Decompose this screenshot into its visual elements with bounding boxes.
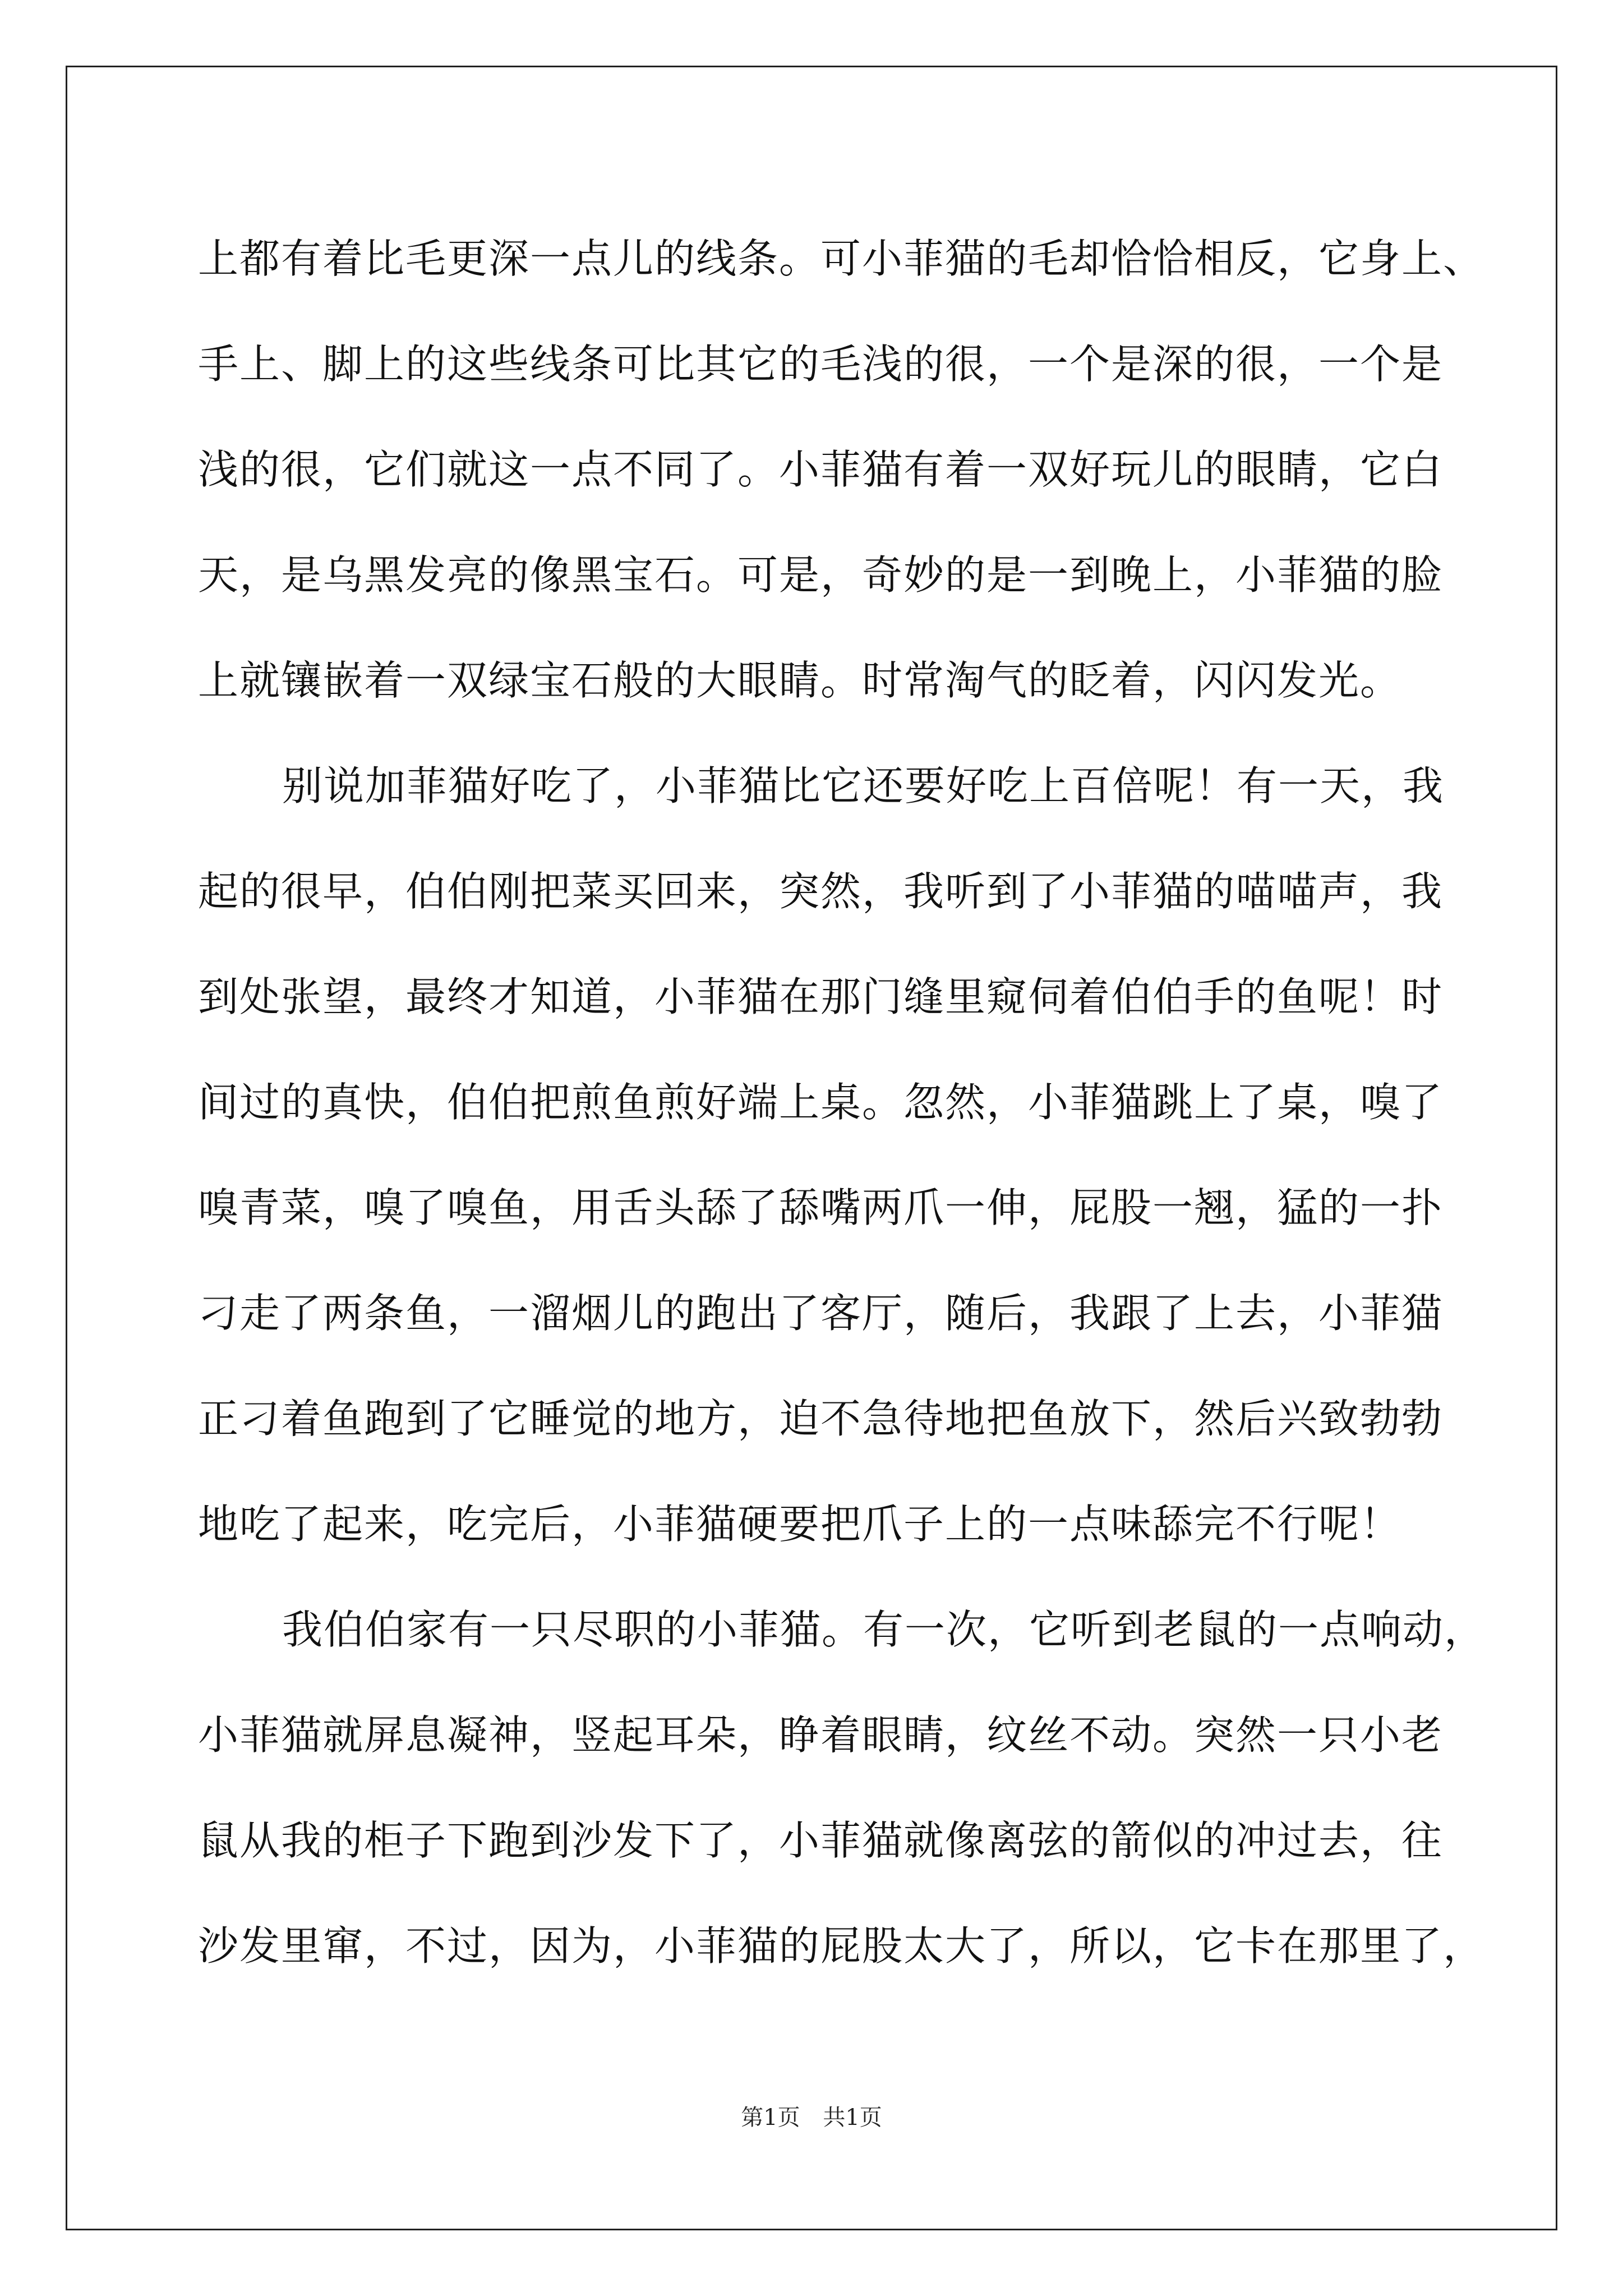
text-line: 小菲猫就屏息凝神，竖起耳朵，睁着眼睛，纹丝不动。突然一只小老 — [198, 1711, 1444, 1759]
text-line: 我伯伯家有一只尽职的小菲猫。有一次，它听到老鼠的一点响动， — [282, 1606, 1486, 1653]
text-line: 手上、脚上的这些线条可比其它的毛浅的很，一个是深的很，一个是 — [198, 341, 1444, 388]
text-line: 上都有着比毛更深一点儿的线条。可小菲猫的毛却恰恰相反，它身上、 — [198, 235, 1485, 282]
text-line: 嗅青菜，嗅了嗅鱼，用舌头舔了舔嘴两爪一伸，屁股一翘，猛的一扑 — [198, 1184, 1444, 1231]
text-line: 到处张望，最终才知道，小菲猫在那门缝里窥伺着伯伯手的鱼呢！时 — [198, 973, 1444, 1020]
text-line: 天，是乌黑发亮的像黑宝石。可是，奇妙的是一到晚上，小菲猫的脸 — [198, 551, 1444, 599]
document-body — [198, 206, 1486, 1999]
page-total: 共1页 — [823, 2105, 882, 2131]
text-line: 间过的真快，伯伯把煎鱼煎好端上桌。忽然，小菲猫跳上了桌，嗅了 — [198, 1079, 1444, 1126]
text-line: 正刁着鱼跑到了它睡觉的地方，迫不急待地把鱼放下，然后兴致勃勃 — [198, 1395, 1444, 1442]
page-number: 第1页 — [741, 2105, 800, 2131]
text-line: 上就镶嵌着一双绿宝石般的大眼睛。时常淘气的眨着，闪闪发光。 — [198, 657, 1402, 704]
page-footer — [0, 2101, 1623, 2134]
text-line: 刁走了两条鱼，一溜烟儿的跑出了客厅，随后，我跟了上去，小菲猫 — [198, 1290, 1444, 1337]
text-line: 沙发里窜，不过，因为，小菲猫的屁股太大了，所以，它卡在那里了， — [198, 1922, 1485, 1970]
text-line: 鼠从我的柜子下跑到沙发下了，小菲猫就像离弦的箭似的冲过去，往 — [198, 1817, 1444, 1864]
text-line: 别说加菲猫好吃了，小菲猫比它还要好吃上百倍呢！有一天，我 — [282, 762, 1445, 809]
text-line: 浅的很，它们就这一点不同了。小菲猫有着一双好玩儿的眼睛，它白 — [198, 446, 1444, 493]
text-line: 地吃了起来，吃完后，小菲猫硬要把爪子上的一点味舔完不行呢！ — [198, 1501, 1402, 1548]
text-line: 起的很早，伯伯刚把菜买回来，突然，我听到了小菲猫的喵喵声，我 — [198, 868, 1444, 915]
